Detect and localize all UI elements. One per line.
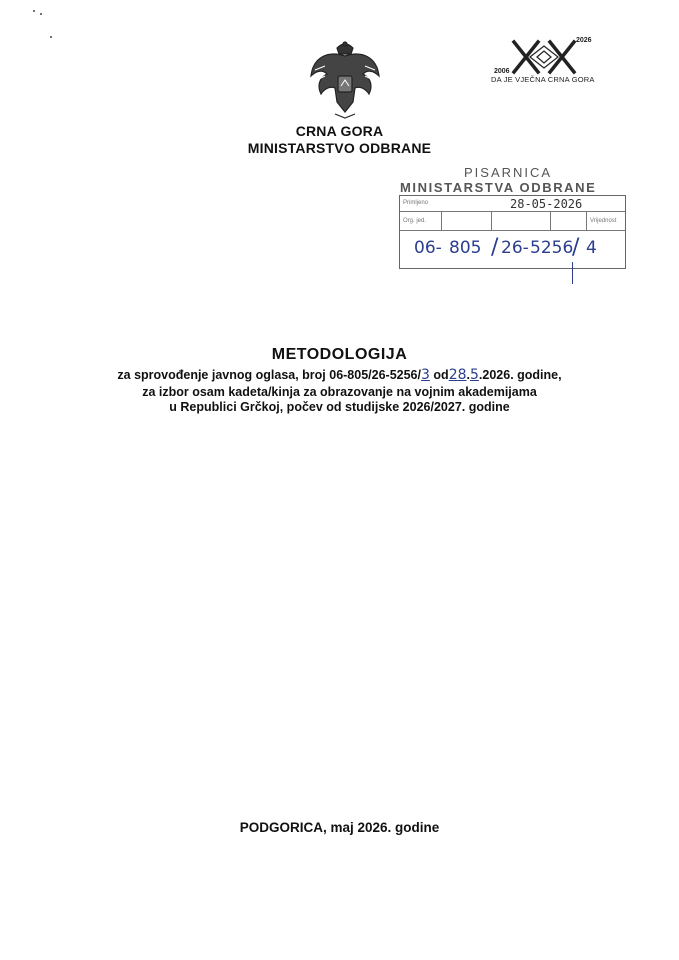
stamp-slash: / <box>572 235 580 260</box>
subtitle-od: od <box>433 368 449 382</box>
jubilee-year-end: 2026 <box>576 37 592 44</box>
stamp-pen-stroke <box>572 262 573 284</box>
coat-of-arms-icon <box>307 40 383 120</box>
country-name: CRNA GORA <box>295 123 384 139</box>
stamp-number-part: 5256 <box>530 238 574 258</box>
subtitle-prefix: za sprovođenje javnog oglasa, broj 06-805/26-5256/ <box>117 368 421 382</box>
ministry-name: MINISTARSTVO ODBRANE <box>247 140 432 156</box>
handwritten-day: 28 <box>448 367 467 383</box>
registry-stamp <box>399 195 626 269</box>
stamp-title-line1: PISARNICA <box>464 165 553 180</box>
stamp-number-part: 26- <box>501 238 529 258</box>
document-subtitle-line2: za izbor osam kadeta/kinja za obrazovanje na vojnim akademijama <box>142 385 537 399</box>
place-and-date: PODGORICA, maj 2026. godine <box>239 820 440 835</box>
scan-speck <box>50 36 52 38</box>
jubilee-slogan: DA JE VJEČNA CRNA GORA <box>491 75 595 84</box>
scan-speck <box>40 13 42 15</box>
jubilee-year-start: 2006 <box>494 68 510 75</box>
subtitle-suffix: .2026. godine, <box>478 368 562 382</box>
stamp-received-date: 28-05-2026 <box>510 197 583 211</box>
scan-speck <box>33 10 35 12</box>
stamp-received-label: Primljeno <box>403 200 429 206</box>
document-subtitle-line3: u Republici Grčkoj, počev od studijske 2026/2027. godine <box>169 400 510 414</box>
handwritten-number: 3 <box>421 367 430 383</box>
document-title: METODOLOGIJA <box>271 346 408 363</box>
stamp-slash: / <box>491 235 499 260</box>
document-subtitle-line1: za sprovođenje javnog oglasa, broj 06-805/26-5256/3 od28.5.2026. godine, <box>117 367 562 383</box>
handwritten-month: 5 <box>470 367 479 383</box>
stamp-number-part: 06- <box>414 238 442 258</box>
stamp-title-line2: MINISTARSTVA ODBRANE <box>400 180 597 195</box>
stamp-number-part: 805 <box>449 238 482 258</box>
stamp-number-part: 4 <box>586 238 597 258</box>
stamp-org-label: Org. jed. <box>403 218 427 224</box>
stamp-value-label: Vrijednost <box>590 218 617 224</box>
